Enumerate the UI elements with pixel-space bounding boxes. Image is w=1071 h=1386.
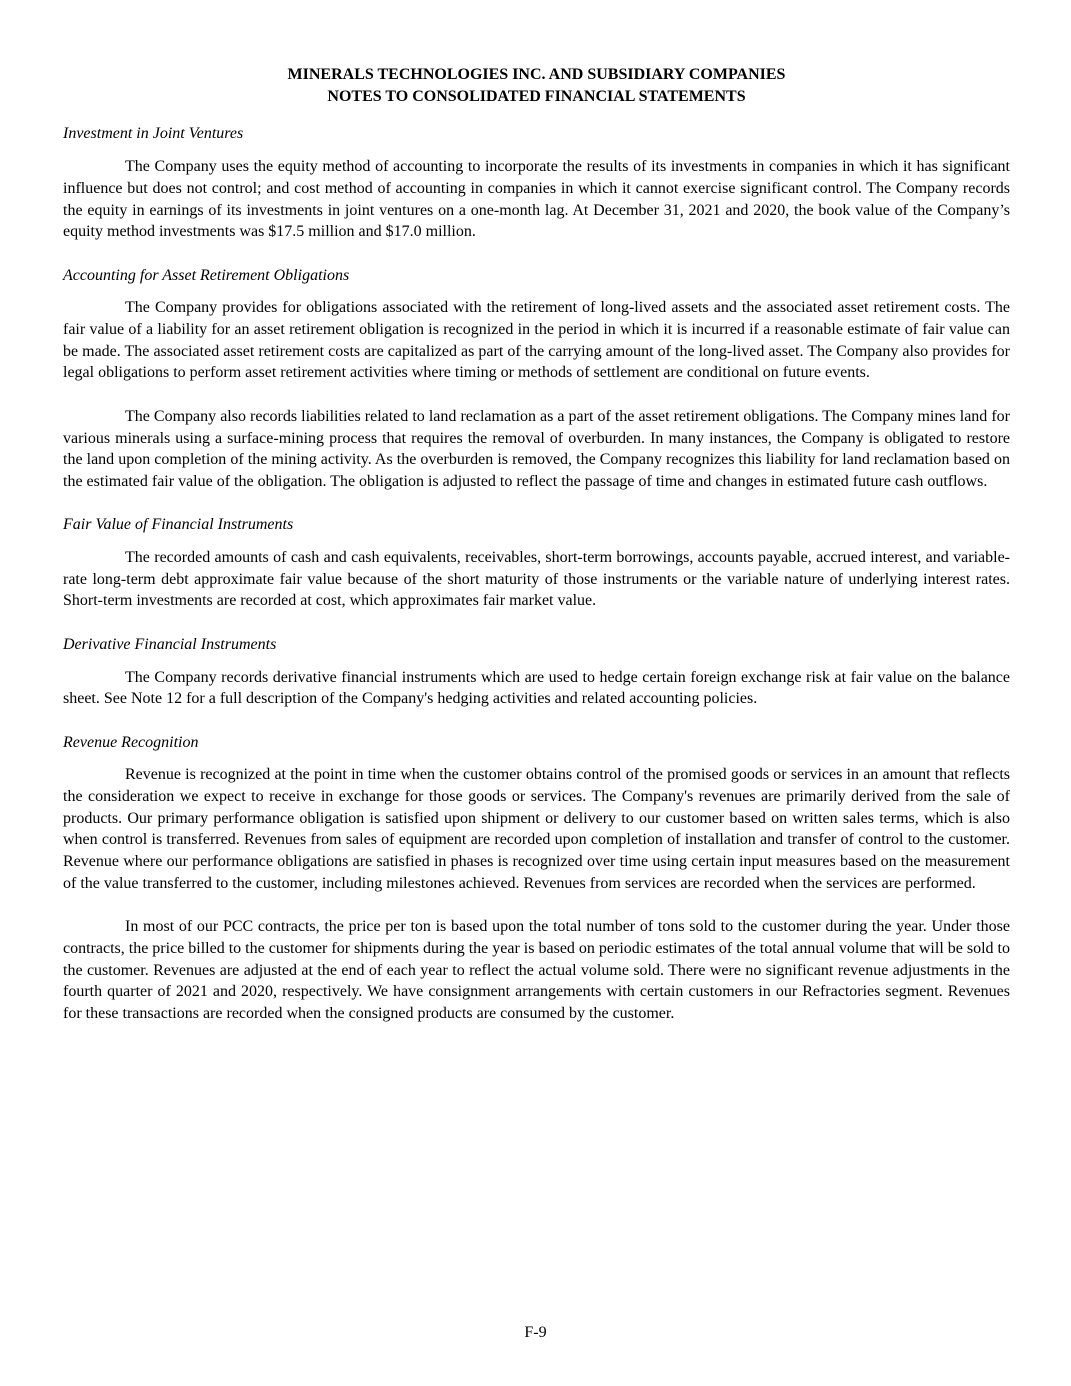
section-heading-asset-retirement-obligations: Accounting for Asset Retirement Obligations [63,266,350,284]
page-number: F-9 [524,1324,547,1341]
paragraph-revenue-recognition-2: In most of our PCC contracts, the price per ton is based upon the total number of tons sold to the customer during the year. Under those contracts, the price billed to the customer for shipments during the year is based on periodic estimates of the total annual volume that will be sold to the customer. Revenues are adjusted at the end of each year to reflect the actual volume sold. There were no significant revenue adjustments in the fourth quarter of 2021 and 2020, respectively. We have consignment arrangements with certain customers in our Refractories segment. Revenues for these transactions are recorded when the consigned products are consumed by the customer. [63,918,1010,1023]
section-heading-revenue-recognition: Revenue Recognition [63,733,199,751]
section-heading-fair-value-financial-instruments: Fair Value of Financial Instruments [63,516,294,534]
paragraph-investment-joint-ventures: The Company uses the equity method of accounting to incorporate the results of its investments in companies in which it has significant influence but does not control; and cost method of accounting in companies in which it cannot exercise significant control. The Company records the equity in earnings of its investments in joint ventures on a one-month lag. At December 31, 2021 and 2020, the book value of the Company’s equity method investments was $17.5 million and $17.0 million. [63,158,1010,241]
paragraph-fair-value: The recorded amounts of cash and cash equivalents, receivables, short-term borrowings, accounts payable, accrued interest, and variable-rate long-term debt approximate fair value because of the short maturity of those instruments or the variable nature of underlying interest rates. Short-term investments are recorded at cost, which approximates fair market value. [63,549,1010,610]
paragraph-asset-retirement-2: The Company also records liabilities related to land reclamation as a part of the asset retirement obligations. The Company mines land for various minerals using a surface-mining process that requires the removal of overburden. In many instances, the Company is obligated to restore the land upon completion of the mining activity. As the overburden is removed, the Company recognizes this liability for land reclamation based on the estimated fair value of the obligation. The obligation is adjusted to reflect the passage of time and changes in estimated future cash outflows. [63,407,1010,490]
paragraph-revenue-recognition-1: Revenue is recognized at the point in time when the customer obtains control of the promised goods or services in an amount that reflects the consideration we expect to receive in exchange for those goods or services. The Company's revenues are primarily derived from the sale of products. Our primary performance obligation is satisfied upon shipment or delivery to our customer based on written sales terms, which is also when control is transferred. Revenues from sales of equipment are recorded upon completion of installation and transfer of control to the customer. Revenue where our performance obligations are satisfied in phases is recognized over time using certain input measures based on the measurement of the value transferred to the customer, including milestones achieved. Revenues from services are recorded when the services are performed. [63,766,1010,892]
document-title [63,64,1010,107]
section-heading-derivative-financial-instruments: Derivative Financial Instruments [63,635,277,653]
document-title-line1: MINERALS TECHNOLOGIES INC. AND SUBSIDIARY COMPANIES [287,66,786,83]
paragraph-asset-retirement-1: The Company provides for obligations associated with the retirement of long-lived assets and the associated asset retirement costs. The fair value of a liability for an asset retirement obligation is recognized in the period in which it is incurred if a reasonable estimate of fair value can be made. The associated asset retirement costs are capitalized as part of the carrying amount of the long-lived asset. The Company also provides for legal obligations to perform asset retirement activities where timing or methods of settlement are conditional on future events. [63,299,1010,382]
paragraph-derivative-instruments: The Company records derivative financial instruments which are used to hedge certain foreign exchange risk at fair value on the balance sheet. See Note 12 for a full description of the Company's hedging activities and related accounting policies. [63,668,1010,708]
section-heading-investment-in-joint-ventures: Investment in Joint Ventures [63,125,244,143]
document-title-line2: NOTES TO CONSOLIDATED FINANCIAL STATEMENTS [327,87,746,105]
